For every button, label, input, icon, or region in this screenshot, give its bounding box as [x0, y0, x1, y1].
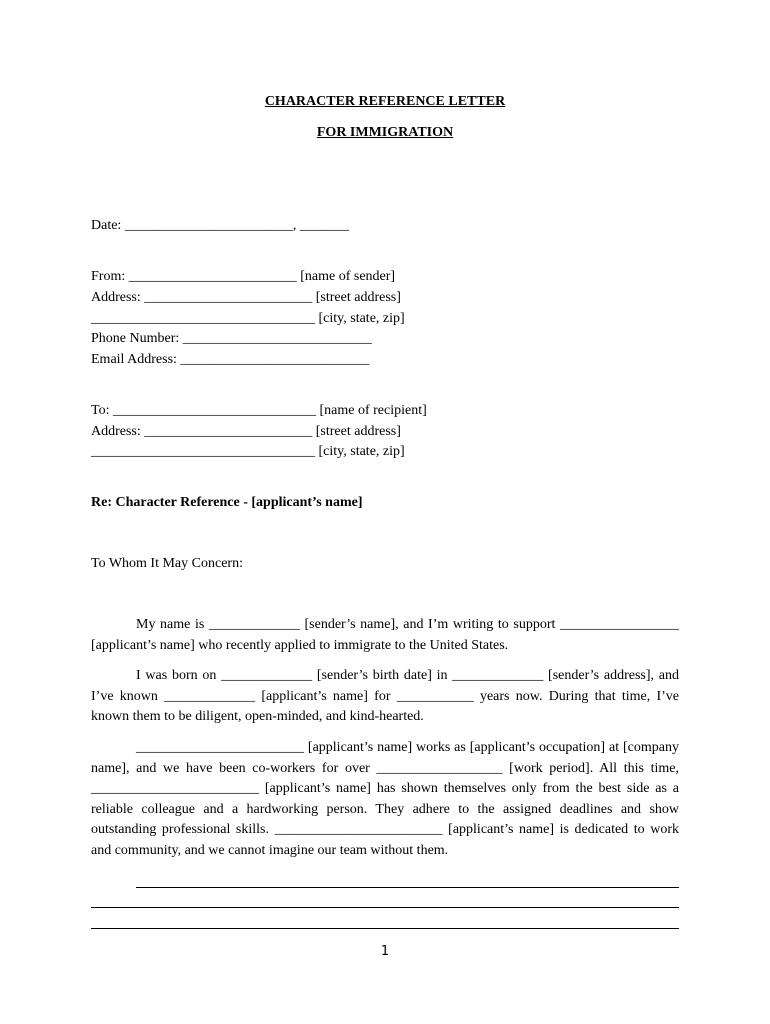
title-line-2: FOR IMMIGRATION	[316, 125, 454, 140]
blank-line-2	[91, 907, 679, 908]
re-line: Re: Character Reference - [applicant’s name]	[91, 495, 363, 510]
paragraph-2	[91, 666, 679, 728]
blank-line-3	[91, 928, 679, 929]
paragraph-2-text: I was born on _____________ [sender’s birth date] in _____________ [sender’s address], and I’ve known _____________ [applicant’s name] for ___________ years now. During that time, I’ve known them to be diligent, open-minded, and kind-hearted.	[91, 668, 679, 725]
paragraph-3-text: ________________________ [applicant’s name] works as [applicant’s occupation] at [company name], and we have been co-workers for over __________________ [work period]. All this time, ________________________ [applicant’s name] has shown themselves only from the best side as a reliable colleague and a hardworking person. They adhere to the assigned deadlines and show outstanding professional skills. ________________________ [applicant’s name] is dedicated to work and community, and we cannot imagine our team without them.	[91, 740, 679, 858]
paragraph-1	[91, 615, 679, 656]
sender-phone: Phone Number: ___________________________	[91, 331, 372, 346]
paragraph-1-text: My name is _____________ [sender’s name], and I’m writing to support _________________ [applicant’s name] who recently applied to immigrate to the United States.	[91, 617, 679, 653]
recipient-city: ________________________________ [city, state, zip]	[91, 444, 405, 459]
title-line-1: CHARACTER REFERENCE LETTER	[264, 94, 506, 109]
date-line: Date: ________________________, _______	[91, 218, 349, 233]
sender-city: ________________________________ [city, state, zip]	[91, 311, 405, 326]
paragraph-3	[91, 738, 679, 862]
salutation: To Whom It May Concern:	[91, 556, 243, 571]
sender-address: Address: ________________________ [street address]	[91, 290, 401, 305]
page-number: 1	[380, 944, 390, 959]
recipient-address: Address: ________________________ [street address]	[91, 424, 401, 439]
sender-email: Email Address: ___________________________	[91, 352, 370, 367]
blank-line-1	[136, 887, 679, 888]
recipient-to: To: _____________________________ [name of recipient]	[91, 403, 427, 418]
sender-from: From: ________________________ [name of sender]	[91, 269, 396, 284]
